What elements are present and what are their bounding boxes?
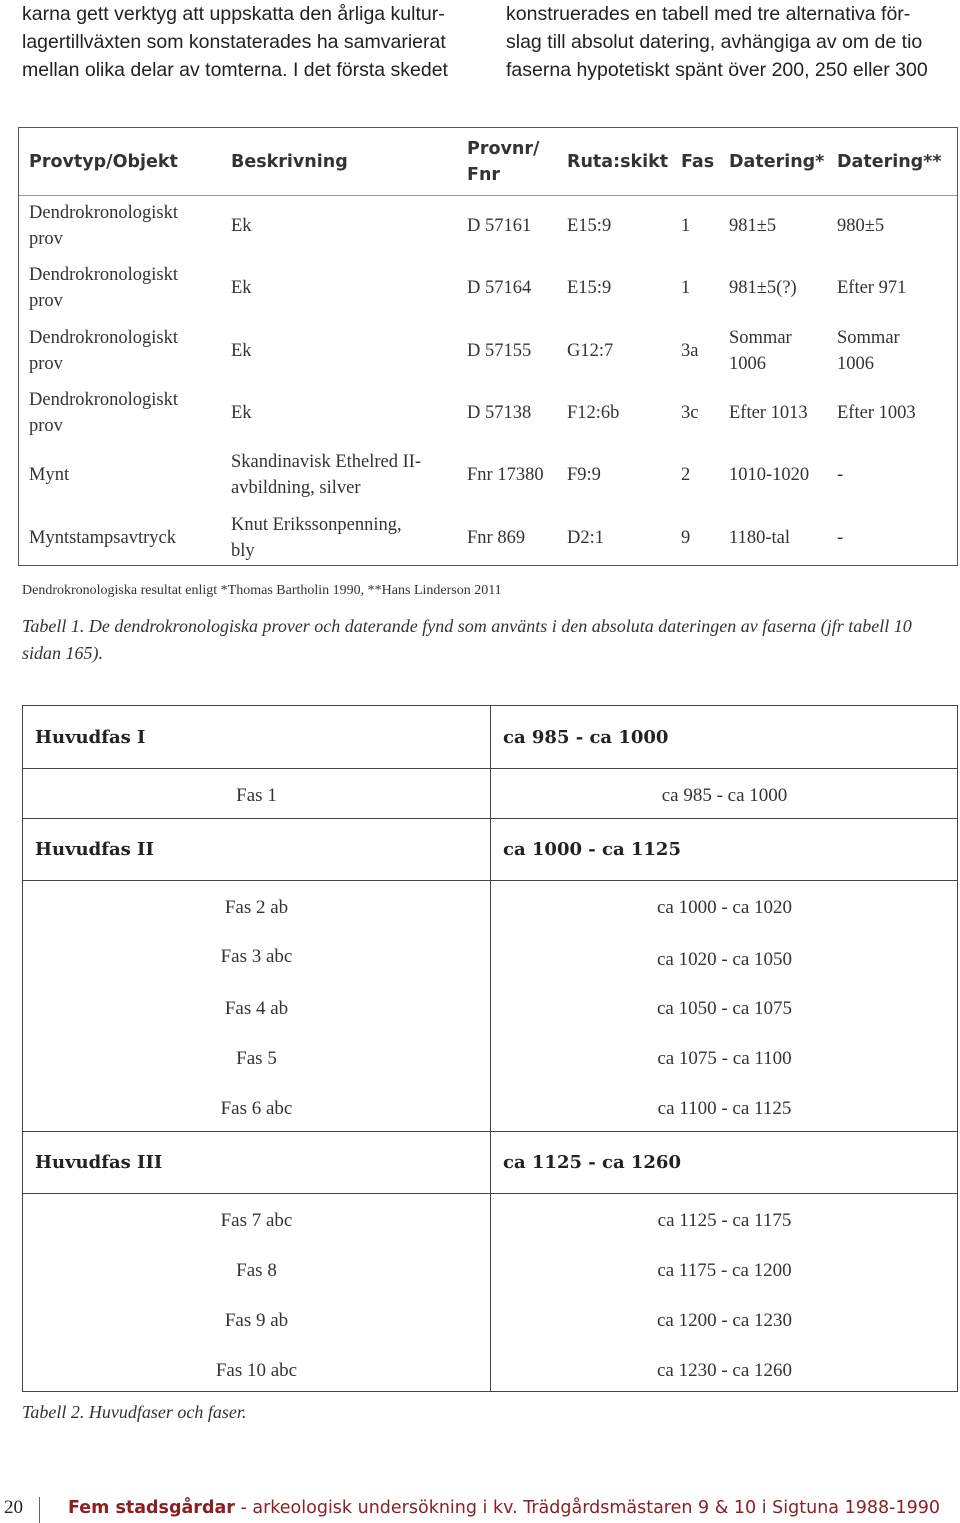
cell-square-layer: F12:6b [567,403,620,423]
cell-description: Skandinavisk Ethelred II- [231,452,422,472]
text-line: lagertillväxten som konstaterades ha samvarierat [22,31,446,53]
cell-square-layer: E15:9 [567,278,612,298]
header-sample-nr: Provnr/ [467,139,540,159]
cell-square-layer: E15:9 [567,216,612,236]
phase-label: Fas 1 [236,785,277,806]
phase-label: Fas 6 abc [220,1098,293,1119]
main-phase-range: ca 985 - ca 1000 [503,727,669,748]
cell-dating-2: Sommar [837,328,900,348]
page-number: 20 [4,1497,23,1518]
table2-caption: Tabell 2. Huvudfaser och faser. [22,1402,247,1422]
cell-dating-1: 1180-tal [729,528,790,548]
cell-description: Ek [231,341,252,361]
cell-type: Dendrokronologiskt [29,390,179,410]
cell-sample-nr: D 57138 [467,403,532,423]
text-line: karna gett verktyg att uppskatta den årliga kultur- [22,3,445,25]
cell-dating-1-2: 1006 [729,354,766,374]
cell-type-2: prov [29,291,63,311]
header-dating-1: Datering* [729,152,825,172]
header-dating-2: Datering** [837,152,942,172]
cell-type-2: prov [29,229,63,249]
phase-label: Fas 2 ab [224,897,289,918]
cell-square-layer: F9:9 [567,465,601,485]
cell-description: Knut Erikssonpenning, [231,515,402,535]
cell-type-2: prov [29,416,63,436]
cell-phase: 1 [681,278,691,298]
cell-dating-1: 981±5(?) [729,278,797,298]
cell-phase: 3c [681,403,699,423]
cell-dating-1: Sommar [729,328,792,348]
cell-sample-nr: Fnr 869 [467,528,526,548]
phase-range: ca 1125 - ca 1175 [657,1210,792,1231]
header-description: Beskrivning [231,152,348,172]
cell-sample-nr: D 57161 [467,216,532,236]
phase-range: ca 1000 - ca 1020 [656,897,793,918]
phase-label: Fas 10 abc [215,1360,298,1381]
cell-sample-nr: D 57155 [467,341,532,361]
phase-range: ca 1100 - ca 1125 [657,1098,792,1119]
phase-label: Fas 9 ab [224,1310,289,1331]
cell-type: Myntstampsavtryck [29,528,176,548]
cell-description: Ek [231,216,252,236]
cell-dating-2: - [837,465,844,485]
cell-description-2: avbildning, silver [231,478,361,498]
text-line: konstruerades en tabell med tre alternativa för- [506,3,911,25]
phase-label: Fas 8 [236,1260,277,1281]
phase-label: Fas 4 ab [224,998,289,1019]
phase-range: ca 985 - ca 1000 [661,785,788,806]
main-phase-label: Huvudfas III [35,1152,163,1173]
text-line: slag till absolut datering, avhängiga av om de tio [506,31,923,53]
cell-phase: 1 [681,216,691,236]
table-note: Dendrokronologiska resultat enligt *Thomas Bartholin 1990, **Hans Linderson 2011 [22,583,502,598]
phase-label: Fas 7 abc [220,1210,293,1231]
publication-title [68,1498,940,1518]
cell-dating-2: Efter 971 [837,278,907,298]
phase-label: Fas 3 abc [220,946,293,967]
cell-square-layer: D2:1 [567,528,604,548]
main-phase-label: Huvudfas II [35,839,154,860]
page-footer [0,1497,960,1523]
main-phase-range: ca 1000 - ca 1125 [503,839,681,860]
cell-type-2: prov [29,354,63,374]
cell-dating-2: Efter 1003 [837,403,916,423]
cell-type: Dendrokronologiskt [29,265,179,285]
cell-sample-nr: D 57164 [467,278,532,298]
cell-description: Ek [231,278,252,298]
cell-square-layer: G12:7 [567,341,614,361]
main-phase-range: ca 1125 - ca 1260 [503,1152,681,1173]
cell-phase: 3a [681,341,699,361]
row-divider [23,1193,957,1194]
header-phase: Fas [681,152,715,172]
cell-phase: 9 [681,528,691,548]
publication-title-bold: Fem stadsgårdar [68,1498,235,1518]
cell-type: Dendrokronologiskt [29,328,179,348]
row-divider [23,880,957,881]
text-line: mellan olika delar av tomterna. I det första skedet [22,59,448,81]
phase-range: ca 1175 - ca 1200 [657,1260,792,1281]
publication-title-rest: - arkeologisk undersökning i kv. Trädgårdsmästaren 9 & 10 i Sigtuna 1988-1990 [234,1498,940,1518]
cell-dating-1: 1010-1020 [729,465,810,485]
row-divider [23,1131,957,1132]
main-phase-label: Huvudfas I [35,727,146,748]
cell-dating-2: 980±5 [837,216,885,236]
body-text-right-column [506,0,956,84]
header-divider [19,195,957,196]
phase-range: ca 1075 - ca 1100 [657,1048,792,1069]
phase-range: ca 1200 - ca 1230 [656,1310,793,1331]
cell-phase: 2 [681,465,691,485]
header-sample-nr-2: Fnr [467,165,501,185]
cell-sample-nr: Fnr 17380 [467,465,544,485]
header-type: Provtyp/Objekt [29,152,178,172]
row-divider [23,818,957,819]
cell-type: Mynt [29,465,70,485]
cell-type: Dendrokronologiskt [29,203,179,223]
body-text-left-column [22,0,472,84]
phase-label: Fas 5 [236,1048,277,1069]
phase-range: ca 1020 - ca 1050 [656,949,793,970]
phases-table [22,705,958,1392]
cell-description-2: bly [231,541,255,561]
cell-dating-1: 981±5 [729,216,777,236]
cell-dating-2-2: 1006 [837,354,874,374]
text-line: faserna hypotetiskt spänt över 200, 250 eller 300 [506,59,928,81]
header-square-layer: Ruta:skikt [567,152,669,172]
cell-description: Ek [231,403,252,423]
phase-range: ca 1050 - ca 1075 [656,998,793,1019]
phase-range: ca 1230 - ca 1260 [656,1360,793,1381]
row-divider [23,768,957,769]
footer-divider [39,1497,40,1523]
table1-caption: Tabell 1. De dendrokronologiska prover och daterande fynd som använts i den absoluta dateringen av faserna (jfr tabell 10 sidan 165). [22,616,912,663]
cell-dating-2: - [837,528,844,548]
cell-dating-1: Efter 1013 [729,403,808,423]
dating-samples-table [18,127,958,566]
